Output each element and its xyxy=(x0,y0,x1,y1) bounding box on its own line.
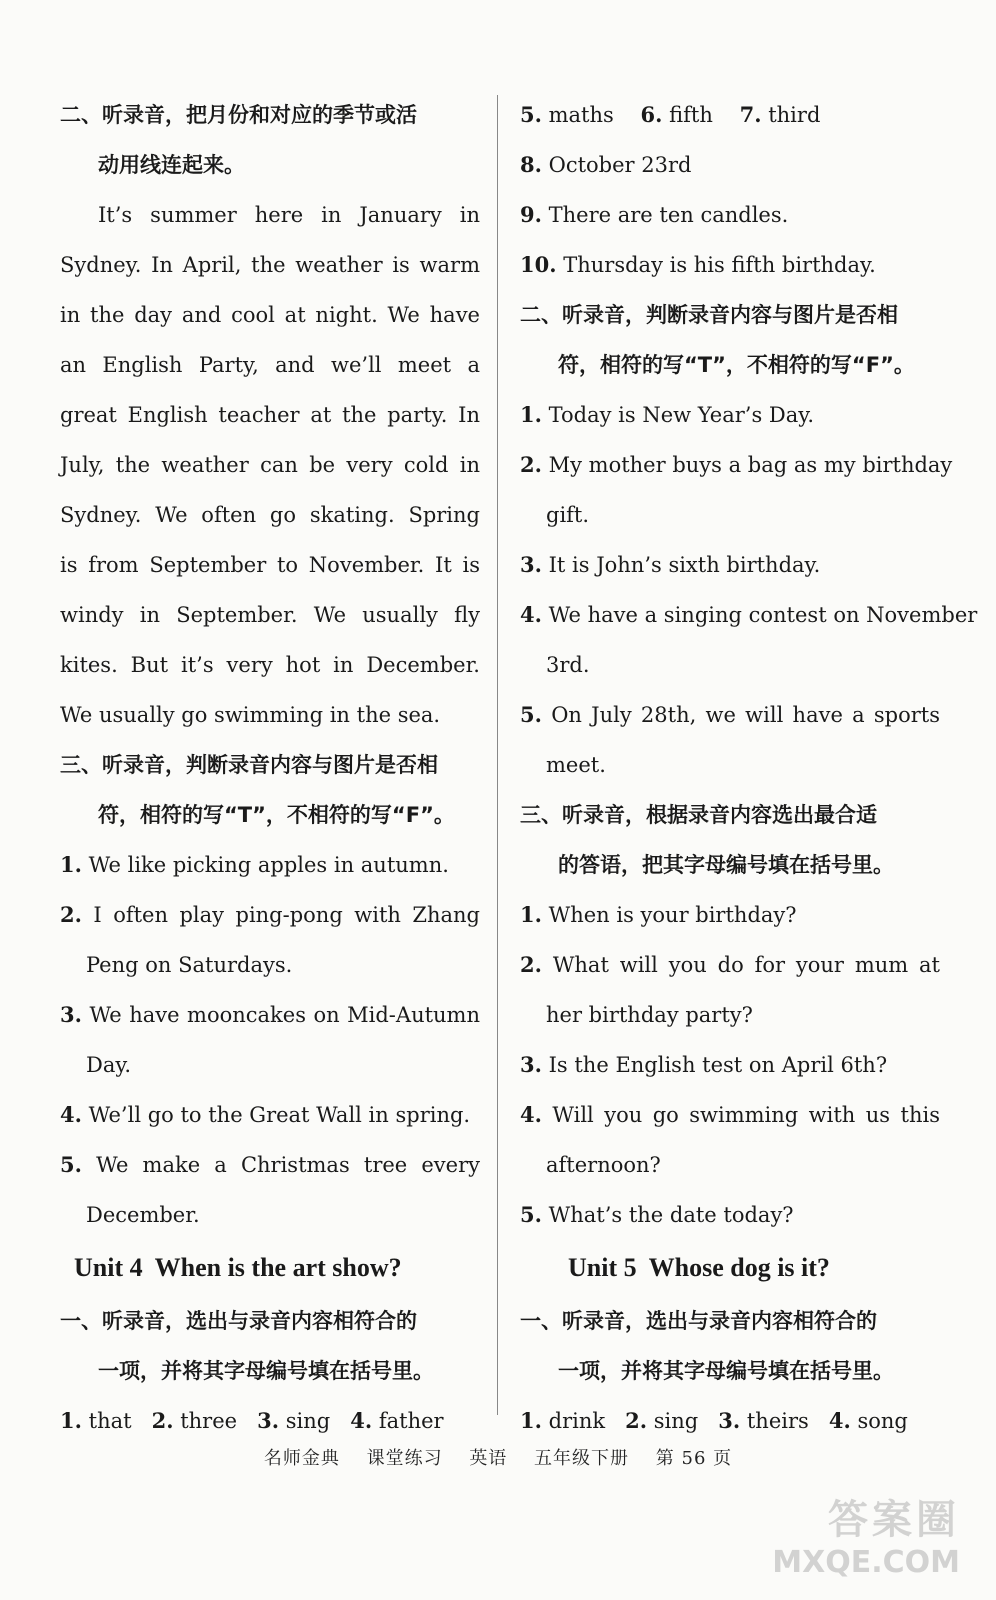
paragraph-line: It’s summer here in January in xyxy=(98,203,480,227)
answer-text: that xyxy=(88,1409,132,1433)
answer-number: 5. xyxy=(520,102,542,127)
answer-text: song xyxy=(857,1409,908,1433)
item-text: What’s the date today? xyxy=(548,1203,794,1227)
item-number: 5. xyxy=(520,1202,542,1227)
footer-series: 课堂练习 xyxy=(366,1448,443,1469)
list-item-cont: afternoon? xyxy=(546,1153,661,1177)
item-text: We have mooncakes on Mid-Autumn xyxy=(89,1003,480,1027)
list-item xyxy=(520,1190,940,1240)
section-heading-cont: 一项，并将其字母编号填在括号里。 xyxy=(98,1359,434,1383)
section-heading-cont: 符，相符的写“T”，不相符的写“F”。 xyxy=(98,803,455,827)
paragraph-line: Sydney. We often go skating. Spring xyxy=(60,503,480,527)
list-item xyxy=(60,840,480,890)
item-text: On July 28th, we will have a sports xyxy=(551,703,940,727)
item-text: We’ll go to the Great Wall in spring. xyxy=(88,1103,471,1127)
paragraph-line: July, the weather can be very cold in xyxy=(60,453,480,477)
right-column xyxy=(520,90,978,1446)
answer-text: sing xyxy=(653,1409,699,1433)
paragraph-line: in the day and cool at night. We have xyxy=(60,303,480,327)
answer-row xyxy=(60,1396,480,1446)
list-item xyxy=(520,540,940,590)
footer-brand: 名师金典 xyxy=(263,1448,340,1469)
answer-number: 1. xyxy=(520,1408,542,1433)
item-text: We have a singing contest on November xyxy=(548,603,978,627)
unit-title: When is the art show? xyxy=(154,1253,402,1282)
item-number: 2. xyxy=(520,952,542,977)
list-item xyxy=(60,890,480,940)
list-item xyxy=(520,1090,940,1140)
item-text: Today is New Year’s Day. xyxy=(548,403,815,427)
list-item-cont: Day. xyxy=(86,1053,132,1077)
list-item-cont: 3rd. xyxy=(546,653,590,677)
answer-text: maths xyxy=(548,103,614,127)
list-item xyxy=(60,1090,480,1140)
footer-subject: 英语 xyxy=(469,1448,508,1469)
list-item-cont: her birthday party? xyxy=(546,1003,753,1027)
paragraph-line: windy in September. We usually fly xyxy=(60,603,480,627)
section-heading-cont: 动用线连起来。 xyxy=(98,153,245,177)
item-text: We make a Christmas tree every xyxy=(96,1153,480,1177)
list-item-cont: gift. xyxy=(546,503,590,527)
item-number: 1. xyxy=(60,852,82,877)
footer-grade: 五年级下册 xyxy=(534,1448,630,1469)
section-heading-cont: 符，相符的写“T”，不相符的写“F”。 xyxy=(558,353,915,377)
column-divider xyxy=(497,95,498,1415)
item-number: 3. xyxy=(520,1052,542,1077)
item-number: 3. xyxy=(520,552,542,577)
unit-label: Unit 4 xyxy=(74,1253,143,1282)
answer-text: fifth xyxy=(669,103,713,127)
list-item xyxy=(520,590,978,640)
answer-text: third xyxy=(768,103,821,127)
section-heading: 二、听录音，把月份和对应的季节或活 xyxy=(60,103,417,127)
item-text: We like picking apples in autumn. xyxy=(88,853,449,877)
answer-text: sing xyxy=(285,1409,331,1433)
item-number: 4. xyxy=(520,602,542,627)
list-item xyxy=(60,1140,480,1190)
answer-number: 1. xyxy=(60,1408,82,1433)
watermark-url: MXQE.COM xyxy=(772,1545,960,1580)
item-number: 1. xyxy=(520,402,542,427)
section-heading-cont: 一项，并将其字母编号填在括号里。 xyxy=(558,1359,894,1383)
section-heading: 二、听录音，判断录音内容与图片是否相 xyxy=(520,303,898,327)
item-number: 9. xyxy=(520,202,542,227)
section-heading: 三、听录音，判断录音内容与图片是否相 xyxy=(60,753,438,777)
paragraph-line: kites. But it’s very hot in December. xyxy=(60,653,480,677)
paragraph-line: We usually go swimming in the sea. xyxy=(60,703,441,727)
answer-row xyxy=(520,90,940,140)
item-text: Is the English test on April 6th? xyxy=(548,1053,888,1077)
item-text: When is your birthday? xyxy=(548,903,797,927)
list-item xyxy=(520,1040,940,1090)
unit-heading xyxy=(520,1240,940,1296)
item-number: 1. xyxy=(520,902,542,927)
list-item-cont: meet. xyxy=(546,753,606,777)
answer-text: drink xyxy=(548,1409,606,1433)
item-number: 2. xyxy=(520,452,542,477)
answer-text: theirs xyxy=(746,1409,809,1433)
paragraph-line: Sydney. In April, the weather is warm xyxy=(60,253,480,277)
paragraph-line: great English teacher at the party. In xyxy=(60,403,480,427)
list-item xyxy=(60,990,480,1040)
item-text: Will you go swimming with us this xyxy=(552,1103,940,1127)
paragraph-line: an English Party, and we’ll meet a xyxy=(60,353,480,377)
unit-label: Unit 5 xyxy=(568,1253,637,1282)
list-item-cont: December. xyxy=(86,1203,200,1227)
list-item xyxy=(520,690,940,740)
unit-heading xyxy=(60,1240,480,1296)
item-text: There are ten candles. xyxy=(548,203,789,227)
item-text: It is John’s sixth birthday. xyxy=(548,553,821,577)
section-heading: 一、听录音，选出与录音内容相符合的 xyxy=(60,1309,417,1333)
answer-number: 2. xyxy=(151,1408,174,1433)
answer-number: 3. xyxy=(257,1408,280,1433)
answer-number: 6. xyxy=(640,102,663,127)
paragraph-line: is from September to November. It is xyxy=(60,553,480,577)
list-item xyxy=(520,190,940,240)
page-footer xyxy=(0,1444,996,1470)
item-number: 3. xyxy=(60,1002,82,1027)
list-item xyxy=(520,440,953,490)
list-item xyxy=(520,390,940,440)
item-number: 8. xyxy=(520,152,542,177)
list-item xyxy=(520,140,940,190)
page-number: 第 56 页 xyxy=(655,1448,733,1469)
section-heading-cont: 的答语，把其字母编号填在括号里。 xyxy=(558,853,894,877)
item-text: I often play ping-pong with Zhang xyxy=(93,903,480,927)
item-number: 5. xyxy=(60,1152,82,1177)
answer-text: three xyxy=(180,1409,238,1433)
unit-title: Whose dog is it? xyxy=(648,1253,830,1282)
section-heading: 一、听录音，选出与录音内容相符合的 xyxy=(520,1309,877,1333)
list-item xyxy=(520,240,940,290)
section-heading: 三、听录音，根据录音内容选出最合适 xyxy=(520,803,877,827)
list-item xyxy=(520,940,940,990)
item-text: October 23rd xyxy=(548,153,692,177)
item-number: 4. xyxy=(520,1102,542,1127)
item-number: 5. xyxy=(520,702,542,727)
item-number: 4. xyxy=(60,1102,82,1127)
answer-row xyxy=(520,1396,940,1446)
answer-text: father xyxy=(378,1409,444,1433)
watermark-text: 答案圈 xyxy=(828,1497,960,1543)
item-text: What will you do for your mum at xyxy=(552,953,940,977)
watermark-logo xyxy=(772,1488,960,1580)
item-text: Thursday is his fifth birthday. xyxy=(563,253,876,277)
answer-number: 2. xyxy=(625,1408,648,1433)
left-column xyxy=(60,90,480,1446)
item-number: 2. xyxy=(60,902,82,927)
item-text: My mother buys a bag as my birthday xyxy=(548,453,953,477)
answer-number: 7. xyxy=(739,102,762,127)
list-item xyxy=(520,890,940,940)
list-item-cont: Peng on Saturdays. xyxy=(86,953,293,977)
item-number: 10. xyxy=(520,252,557,277)
answer-number: 4. xyxy=(350,1408,373,1433)
answer-number: 4. xyxy=(828,1408,851,1433)
answer-number: 3. xyxy=(718,1408,741,1433)
